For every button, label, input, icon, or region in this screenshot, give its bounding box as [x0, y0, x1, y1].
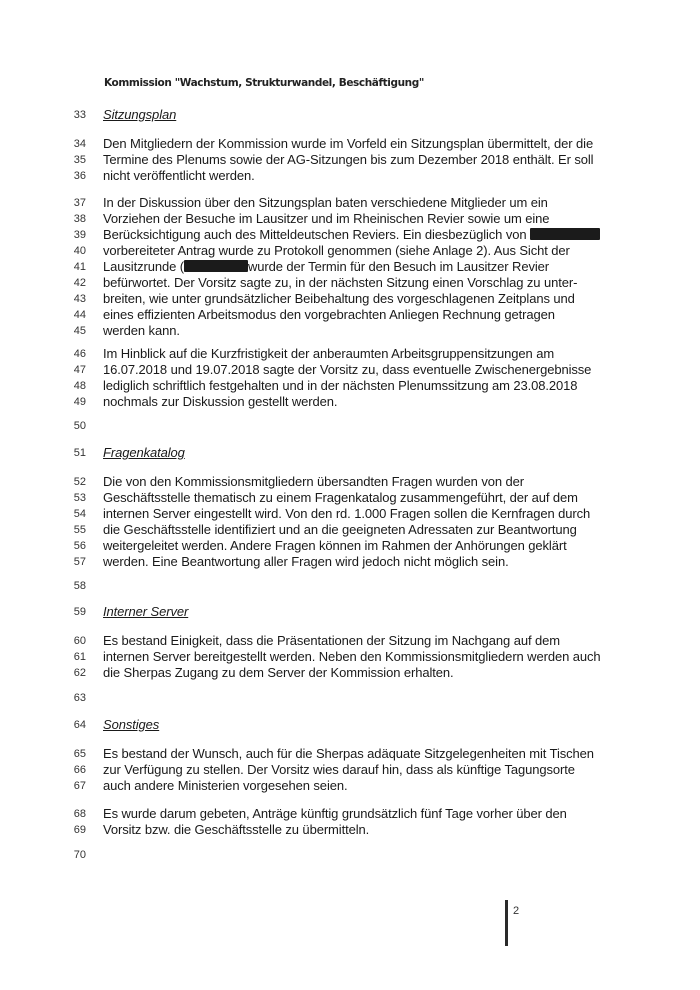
redaction-block	[184, 260, 248, 272]
text-segment: nicht veröffentlicht werden.	[103, 168, 255, 183]
text-segment: Es bestand der Wunsch, auch für die Sherpas adäquate Sitzgelegenheiten mit Tischen	[103, 746, 594, 761]
line-text	[103, 259, 549, 275]
document-line	[0, 136, 700, 152]
text-segment: werden kann.	[103, 323, 180, 338]
line-text	[103, 806, 567, 822]
line-text	[103, 275, 577, 291]
document-line	[0, 665, 700, 681]
text-segment: Es wurde darum gebeten, Anträge künftig grundsätzlich fünf Tage vorher über den	[103, 806, 567, 821]
document-line	[0, 227, 700, 243]
section-heading	[103, 107, 176, 123]
text-segment: auch andere Ministerien vorgesehen seien.	[103, 778, 348, 793]
document-line	[0, 275, 700, 291]
text-segment: Interner Server	[103, 604, 189, 619]
document-line	[0, 604, 700, 620]
document-line	[0, 107, 700, 123]
line-number: 53	[73, 492, 86, 504]
line-text	[103, 227, 600, 243]
line-number: 40	[73, 245, 86, 257]
line-text	[103, 649, 601, 665]
line-text	[103, 152, 593, 168]
text-segment: Berücksichtigung auch des Mitteldeutschen Reviers. Ein diesbezüglich von	[103, 227, 530, 242]
text-segment: lediglich schriftlich festgehalten und in der nächsten Plenumssitzung am 23.08.2018	[103, 378, 578, 393]
line-number: 37	[73, 197, 86, 209]
line-number: 62	[73, 667, 86, 679]
line-number: 68	[73, 808, 86, 820]
line-number: 69	[73, 824, 86, 836]
document-line	[0, 690, 700, 706]
text-segment: Es bestand Einigkeit, dass die Präsentationen der Sitzung im Nachgang auf dem	[103, 633, 560, 648]
document-line	[0, 259, 700, 275]
text-segment: Den Mitgliedern der Kommission wurde im Vorfeld ein Sitzungsplan übermittelt, der die	[103, 136, 594, 151]
text-segment: internen Server eingestellt wird. Von den rd. 1.000 Fragen sollen die Kernfragen durch	[103, 506, 591, 521]
document-line	[0, 847, 700, 863]
line-number: 52	[73, 476, 86, 488]
section-heading	[103, 604, 188, 620]
line-text	[103, 211, 549, 227]
text-segment: Lausitzrunde (	[103, 259, 184, 274]
document-line	[0, 649, 700, 665]
document-line	[0, 490, 700, 506]
line-text	[103, 394, 337, 410]
line-text	[103, 538, 567, 554]
line-number: 66	[73, 764, 86, 776]
line-number: 57	[73, 556, 86, 568]
text-segment: Sonstiges	[103, 717, 160, 732]
text-segment: weitergeleitet werden. Andere Fragen können im Rahmen der Anhörungen geklärt	[103, 538, 567, 553]
document-line	[0, 291, 700, 307]
line-text	[103, 243, 570, 259]
text-segment: In der Diskussion über den Sitzungsplan baten verschiedene Mitglieder um ein	[103, 195, 548, 210]
line-number: 43	[73, 293, 86, 305]
line-text	[103, 291, 575, 307]
line-text	[103, 362, 591, 378]
document-line	[0, 346, 700, 362]
document-line	[0, 762, 700, 778]
text-segment: breiten, wie unter grundsätzlicher Beibehaltung des vorgeschlagenen Zeitplans und	[103, 291, 575, 306]
text-segment: vorbereiteter Antrag wurde zu Protokoll genommen (siehe Anlage 2). Aus Sicht der	[103, 243, 570, 258]
line-number: 55	[73, 524, 86, 536]
line-number: 58	[73, 580, 86, 592]
document-line	[0, 806, 700, 822]
line-text	[103, 506, 590, 522]
text-segment: Geschäftsstelle thematisch zu einem Fragenkatalog zusammengeführt, der auf dem	[103, 490, 578, 505]
line-number: 33	[73, 109, 86, 121]
document-line	[0, 578, 700, 594]
line-text	[103, 633, 560, 649]
document-line	[0, 243, 700, 259]
text-segment: Sitzungsplan	[103, 107, 177, 122]
text-segment: eines effizienten Arbeitsmodus den vorgebrachten Anliegen Rechnung getragen	[103, 307, 555, 322]
line-text	[103, 746, 594, 762]
document-line	[0, 418, 700, 434]
line-number: 50	[73, 420, 86, 432]
line-text	[103, 323, 180, 339]
line-number: 46	[73, 348, 86, 360]
line-text	[103, 822, 369, 838]
line-number: 34	[73, 138, 86, 150]
line-number: 59	[73, 606, 86, 618]
line-text	[103, 665, 454, 681]
line-number: 38	[73, 213, 86, 225]
section-heading	[103, 445, 185, 461]
document-line	[0, 554, 700, 570]
line-text	[103, 474, 524, 490]
text-segment: wurde der Termin für den Besuch im Lausitzer Revier	[247, 259, 550, 274]
redaction-block	[530, 228, 600, 240]
line-text	[103, 307, 555, 323]
document-line	[0, 378, 700, 394]
document-line	[0, 633, 700, 649]
text-segment: Termine des Plenums sowie der AG-Sitzungen bis zum Dezember 2018 enthält. Er soll	[103, 152, 594, 167]
document-line	[0, 152, 700, 168]
text-segment: 16.07.2018 und 19.07.2018 sagte der Vorsitz zu, dass eventuelle Zwischenergebnisse	[103, 362, 592, 377]
line-number: 39	[73, 229, 86, 241]
line-number: 60	[73, 635, 86, 647]
line-number: 44	[73, 309, 86, 321]
document-line	[0, 522, 700, 538]
document-line	[0, 538, 700, 554]
text-segment: die Geschäftsstelle identifiziert und an die geeigneten Adressaten zur Beantwortung	[103, 522, 577, 537]
line-number: 36	[73, 170, 86, 182]
line-number: 54	[73, 508, 86, 520]
line-number: 45	[73, 325, 86, 337]
document-line	[0, 211, 700, 227]
line-text	[103, 490, 578, 506]
text-segment: die Sherpas Zugang zu dem Server der Kommission erhalten.	[103, 665, 454, 680]
line-text	[103, 522, 577, 538]
line-number: 63	[73, 692, 86, 704]
text-segment: Die von den Kommissionsmitgliedern übersandten Fragen wurden von der	[103, 474, 524, 489]
text-segment: Vorziehen der Besuche im Lausitzer und im Rheinischen Revier sowie um eine	[103, 211, 550, 226]
line-number: 42	[73, 277, 86, 289]
page-header: Kommission "Wachstum, Strukturwandel, Beschäftigung"	[104, 77, 424, 89]
text-segment: nochmals zur Diskussion gestellt werden.	[103, 394, 338, 409]
document-line	[0, 323, 700, 339]
text-segment: werden. Eine Beantwortung aller Fragen wird jedoch nicht möglich sein.	[103, 554, 509, 569]
text-segment: internen Server bereitgestellt werden. Neben den Kommissionsmitgliedern werden auch	[103, 649, 601, 664]
document-line	[0, 195, 700, 211]
line-number: 70	[73, 849, 86, 861]
line-number: 61	[73, 651, 86, 663]
document-line	[0, 307, 700, 323]
line-text	[103, 378, 577, 394]
text-segment: Fragenkatalog	[103, 445, 185, 460]
line-text	[103, 346, 554, 362]
text-segment: Im Hinblick auf die Kurzfristigkeit der anberaumten Arbeitsgruppensitzungen am	[103, 346, 555, 361]
line-number: 67	[73, 780, 86, 792]
page-margin-mark	[505, 900, 508, 946]
text-segment: befürwortet. Der Vorsitz sagte zu, in der nächsten Sitzung einen Vorschlag zu unter-	[103, 275, 578, 290]
text-segment: zur Verfügung zu stellen. Der Vorsitz wies darauf hin, dass als künftige Tagungsorte	[103, 762, 575, 777]
line-text	[103, 136, 593, 152]
document-line	[0, 168, 700, 184]
line-number: 65	[73, 748, 86, 760]
line-text	[103, 168, 255, 184]
document-line	[0, 746, 700, 762]
line-number: 35	[73, 154, 86, 166]
line-number: 41	[73, 261, 86, 273]
line-number: 48	[73, 380, 86, 392]
document-line	[0, 778, 700, 794]
document-line	[0, 822, 700, 838]
document-line	[0, 506, 700, 522]
line-number: 51	[73, 447, 86, 459]
document-line	[0, 362, 700, 378]
line-text	[103, 778, 348, 794]
line-text	[103, 554, 509, 570]
document-line	[0, 717, 700, 733]
line-number: 56	[73, 540, 86, 552]
line-number: 49	[73, 396, 86, 408]
text-segment: Vorsitz bzw. die Geschäftsstelle zu übermitteln.	[103, 822, 370, 837]
document-line	[0, 445, 700, 461]
page-number: 2	[513, 905, 520, 917]
line-number: 64	[73, 719, 86, 731]
line-number: 47	[73, 364, 86, 376]
document-line	[0, 394, 700, 410]
line-text	[103, 195, 548, 211]
section-heading	[103, 717, 159, 733]
document-line	[0, 474, 700, 490]
line-text	[103, 762, 575, 778]
